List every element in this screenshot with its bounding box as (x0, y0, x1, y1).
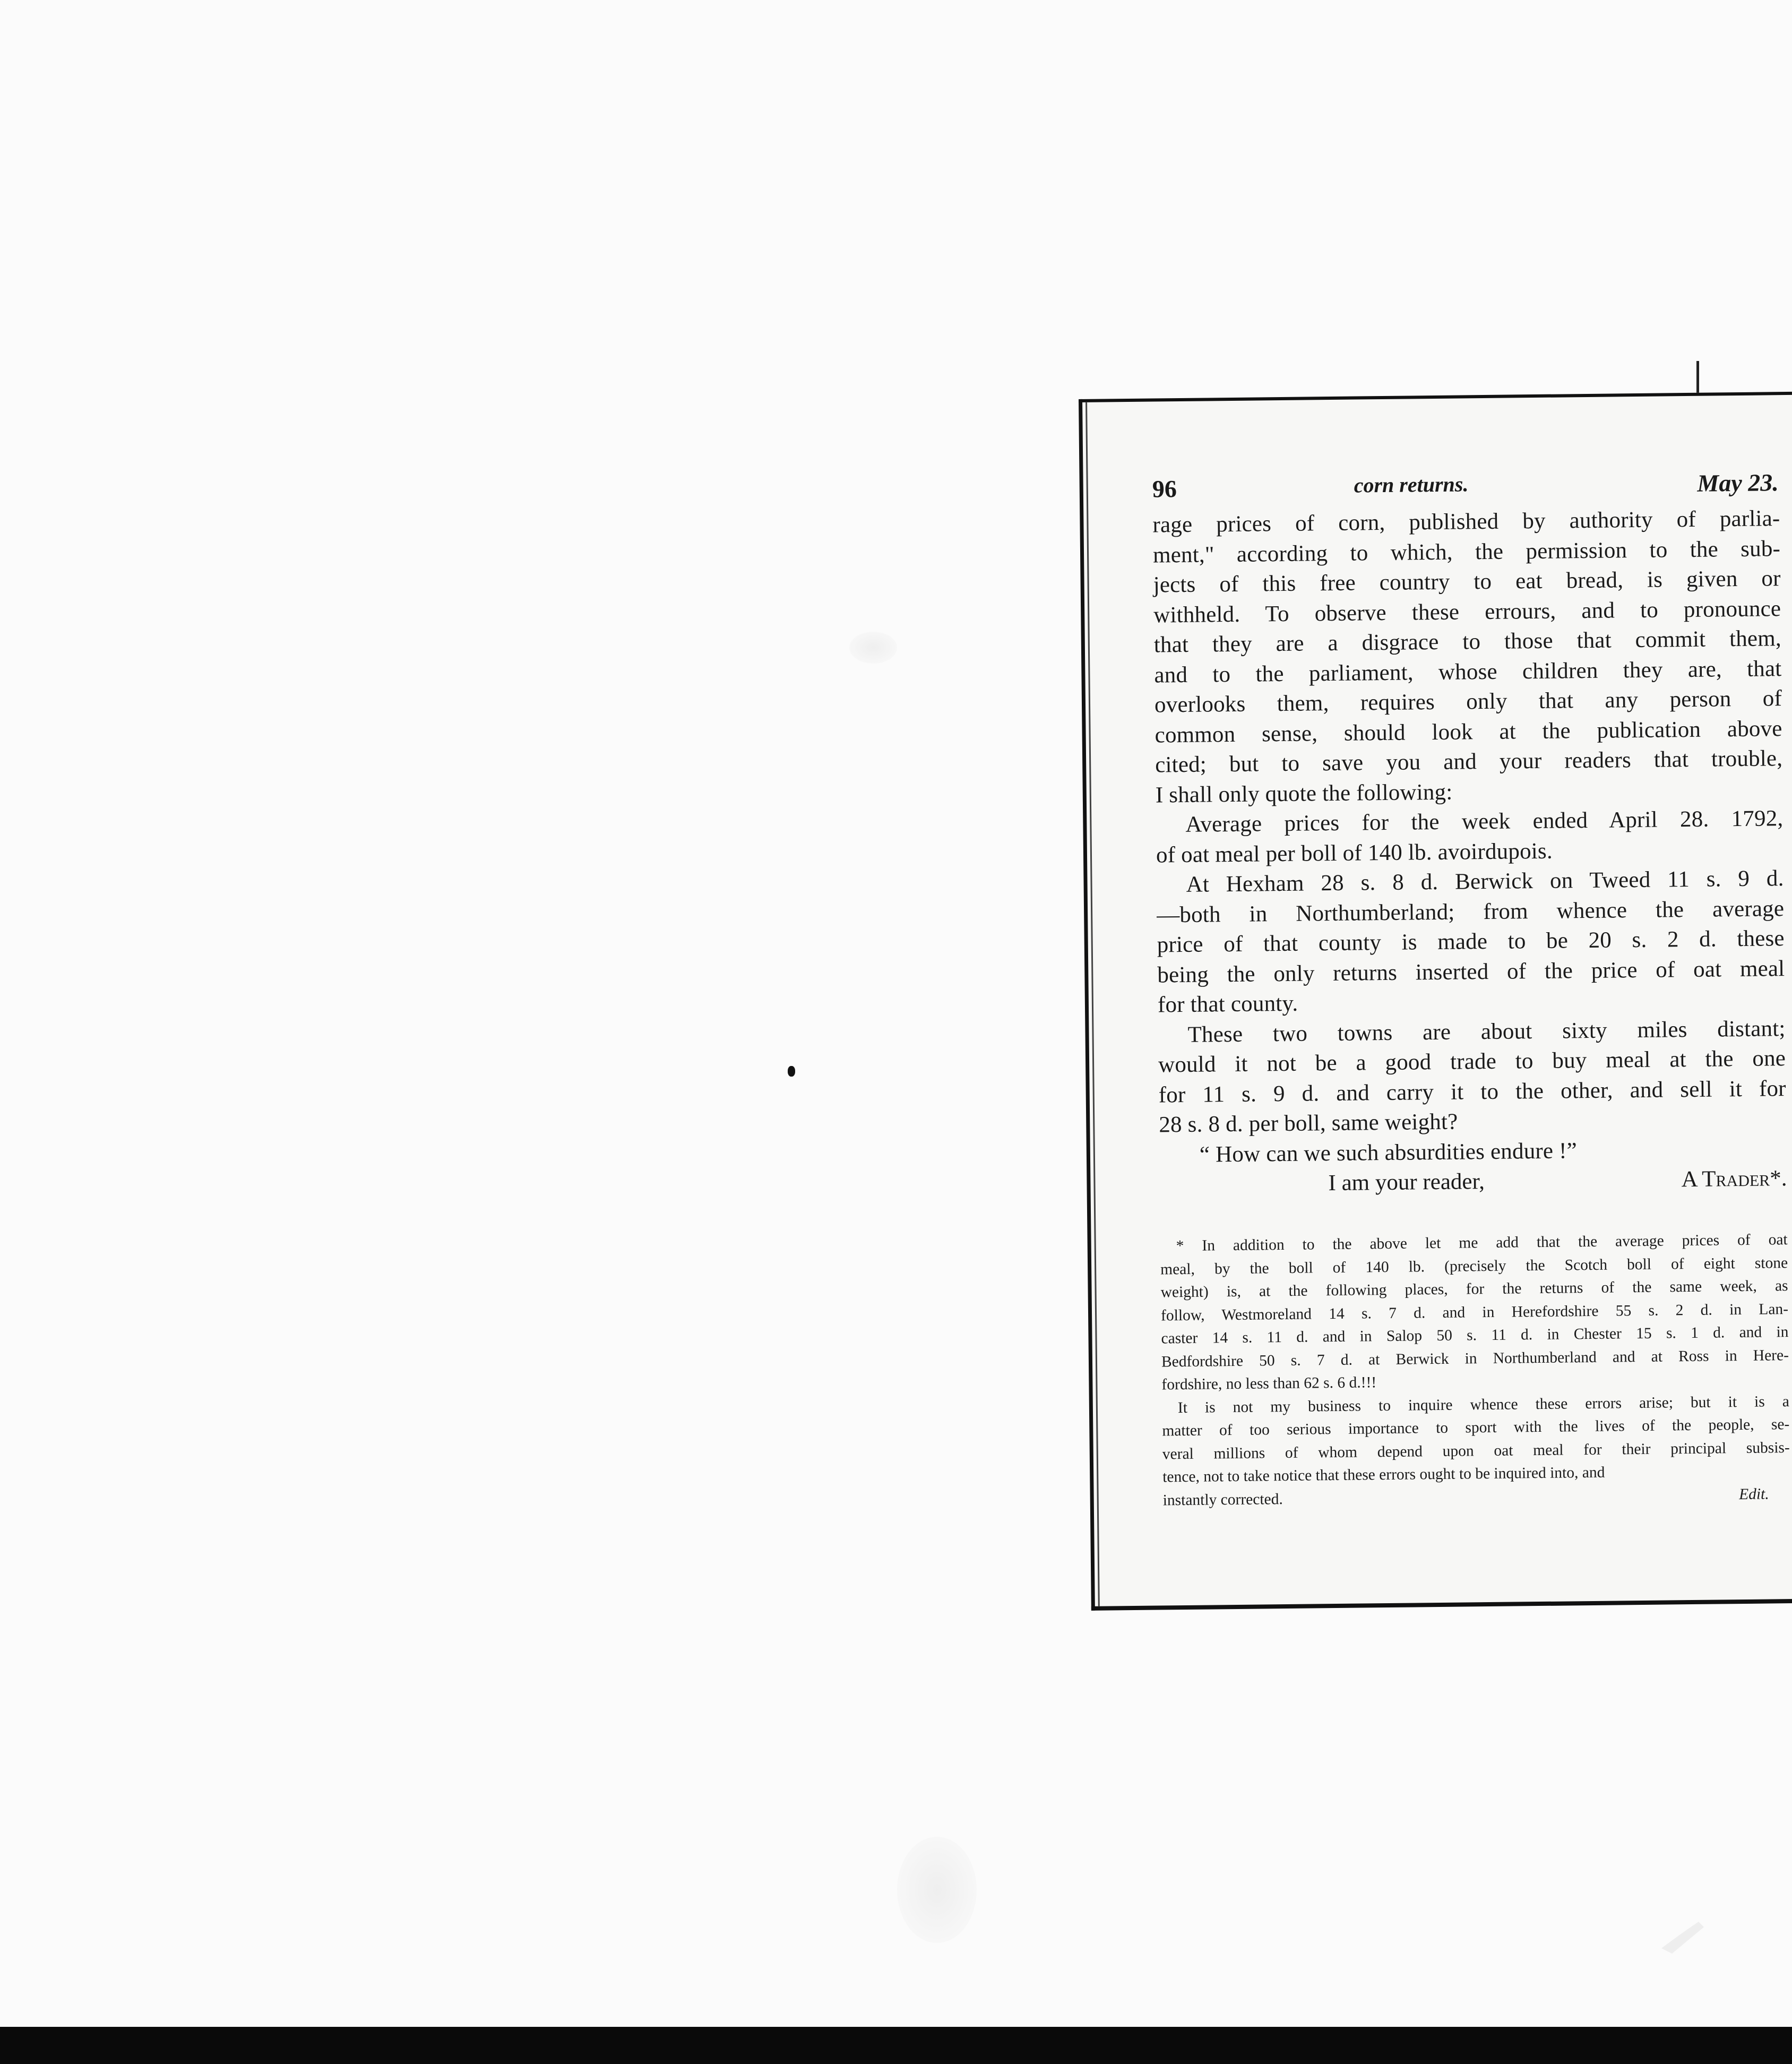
body-line: Average prices for the week ended April 28. 1792, (1185, 806, 1784, 837)
footnote-line: It is not my business to inquire whence these errors arise; but it is a (1177, 1392, 1790, 1416)
footnote-line-text: tence, not to take notice that these errors ought to be inquired into, and (1162, 1464, 1605, 1486)
body-line: for that county. (1157, 991, 1298, 1018)
body-line: overlooks them, requires only that any person of (1154, 686, 1782, 718)
footnote-line: follow, Westmoreland 14 s. 7 d. and in Herefordshire 55 s. 2 d. in Lan- (1160, 1300, 1789, 1324)
running-title: corn returns. (1354, 472, 1469, 497)
page-binding-edge (1085, 402, 1100, 1606)
body-line: for 11 s. 9 d. and carry it to the other, and sell it for (1158, 1076, 1786, 1107)
body-line: and to the parliament, whose children they are, that (1154, 656, 1782, 688)
body-line: ment," according to which, the permission to the sub- (1152, 536, 1781, 568)
body-line: price of that county is made to be 20 s. 2 d. these (1157, 926, 1785, 958)
body-line: of oat meal per boll of 140 lb. avoirdupois. (1156, 838, 1553, 868)
body-line: These two towns are about sixty miles distant; (1187, 1016, 1786, 1047)
signoff (1159, 1164, 1787, 1200)
footnote-line: caster 14 s. 11 d. and in Salop 50 s. 11 d. in Chester 15 s. 1 d. and in (1161, 1323, 1789, 1347)
paper-smudge (897, 1837, 977, 1943)
signature: A Trader*. (1681, 1166, 1787, 1192)
scanned-page (1079, 392, 1792, 1611)
body-line: that they are a disgrace to those that commit them, (1153, 626, 1782, 658)
footnote-line: weight) is, at the following places, for the returns of the same week, as (1160, 1277, 1788, 1301)
body-line: being the only returns inserted of the price of oat meal (1157, 956, 1785, 988)
footnote-line-text: instantly corrected. (1162, 1490, 1283, 1509)
body-line: common sense, should look at the publication above (1155, 716, 1782, 748)
body-line: jects of this free country to eat bread, is given or (1153, 566, 1781, 598)
body-line: At Hexham 28 s. 8 d. Berwick on Tweed 11 s. 9 d. (1186, 866, 1784, 897)
footnote (1160, 1228, 1790, 1512)
paper-smudge (849, 632, 897, 664)
footnote-line: * In addition to the above let me add that the average prices of oat (1176, 1231, 1788, 1255)
body-line: 28 s. 8 d. per boll, same weight? (1159, 1109, 1458, 1138)
body-line: I shall only quote the following: (1155, 779, 1453, 808)
page-number: 96 (1152, 475, 1177, 503)
footnote-line: fordshire, no less than 62 s. 6 d.!!! (1161, 1374, 1377, 1394)
scan-bottom-border (0, 2027, 1792, 2064)
ink-speck (788, 1066, 795, 1077)
signoff-greeting: I am your reader, (1328, 1169, 1485, 1196)
body-line: rage prices of corn, published by authority of parlia- (1152, 506, 1780, 538)
body-line: cited; but to save you and your readers that trouble, (1155, 746, 1783, 778)
footnote-line: matter of too serious importance to sport with the lives of the people, se- (1162, 1416, 1790, 1440)
quotation-line: “ How can we such absurdities endure !” (1199, 1138, 1578, 1167)
body-line: would it not be a good trade to buy meal at the one (1158, 1046, 1786, 1078)
corner-ink-mark (1651, 1911, 1720, 1959)
page-edge-mark (1696, 361, 1699, 393)
body-line: withheld. To observe these errours, and to pronounce (1153, 596, 1781, 628)
editor-mark: Edit. (1738, 1485, 1769, 1503)
footnote-line: Bedfordshire 50 s. 7 d. at Berwick in Northumberland and at Ross in Here- (1161, 1346, 1789, 1370)
footnote-line: veral millions of whom depend upon oat meal for their principal subsis- (1162, 1439, 1790, 1463)
running-date: May 23. (1697, 469, 1779, 497)
footnote-line: meal, by the boll of 140 lb. (precisely the Scotch boll of eight stone (1160, 1254, 1788, 1278)
body-text (1152, 504, 1787, 1200)
body-line: —both in Northumberland; from whence the average (1156, 896, 1785, 928)
